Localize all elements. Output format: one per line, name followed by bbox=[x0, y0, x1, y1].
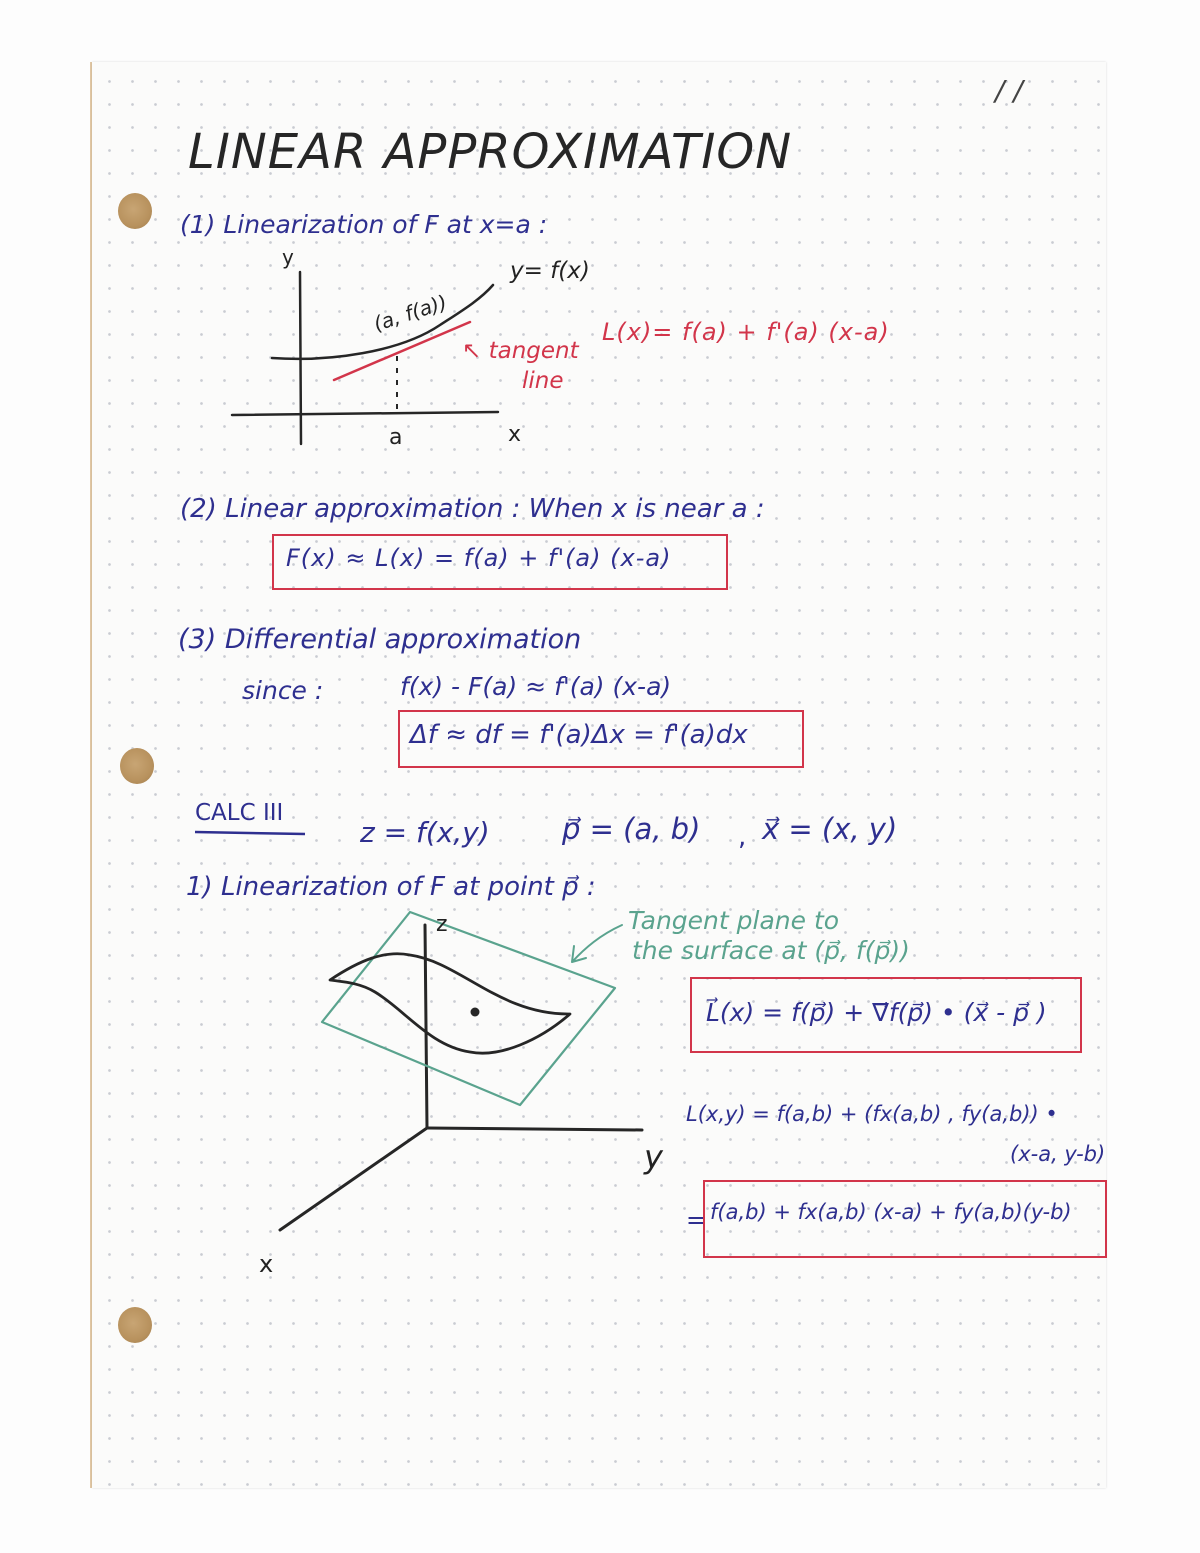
expanded-formula-line1: L(x,y) = f(a,b) + (fx(a,b) , fy(a,b)) • bbox=[686, 1102, 1058, 1126]
section2-boxed-formula: F(x) ≈ L(x) = f(a) + f'(a) (x-a) bbox=[286, 544, 672, 572]
graph2-z-label: z bbox=[436, 912, 448, 937]
section3-boxed-formula: Δf ≈ df = f'(a)Δx = f'(a)dx bbox=[410, 720, 748, 750]
section1-heading: (1) Linearization of F at x=a : bbox=[180, 210, 548, 239]
graph1-a-tick: a bbox=[389, 425, 403, 450]
expanded-formula-line2: (x-a, y-b) bbox=[1010, 1142, 1106, 1166]
final-expanded-formula: f(a,b) + fx(a,b) (x-a) + fy(a,b)(y-b) bbox=[710, 1200, 1072, 1224]
calc3-label: CALC III bbox=[195, 800, 284, 826]
date-marks: / / bbox=[995, 74, 1023, 107]
plane-note-line2: the surface at (p⃗, f(p⃗)) bbox=[632, 936, 910, 965]
graph1-curve-label: y= f(x) bbox=[510, 258, 590, 284]
graph1-y-label: y bbox=[282, 245, 294, 269]
graph1-x-label: x bbox=[508, 422, 522, 447]
calc3-comma: , bbox=[738, 822, 747, 852]
vector-linearization-formula: L⃗(x) = f(p⃗) + ∇⃗f(p⃗) • (x⃗ - p⃗ ) bbox=[706, 998, 1047, 1027]
section3-heading: (3) Differential approximation bbox=[178, 624, 582, 655]
graph1-tangent-label: ↖ tangent bbox=[462, 338, 579, 364]
graph2-axes bbox=[280, 925, 642, 1230]
page-title: LINEAR APPROXIMATION bbox=[188, 124, 793, 180]
section3-since-label: since : bbox=[242, 676, 324, 705]
graph1-point-label: (a, f(a)) bbox=[370, 289, 450, 336]
section1-number-heading bbox=[180, 210, 547, 239]
plane-note-line1: Tangent plane to bbox=[628, 906, 840, 935]
graph2-x-label: x bbox=[259, 1250, 274, 1278]
calc3-heading: 1) Linearization of F at point p⃗ : bbox=[186, 872, 596, 902]
calc3-x-definition: x⃗ = (x, y) bbox=[762, 812, 898, 846]
surface-point bbox=[471, 1008, 480, 1017]
calc3-p-definition: p⃗ = (a, b) bbox=[562, 812, 701, 846]
calc3-z-definition: z = f(x,y) bbox=[360, 816, 490, 849]
graph2-y-label: y bbox=[644, 1138, 663, 1176]
plane-note-arrow bbox=[572, 925, 622, 962]
final-equals-sign: = bbox=[686, 1206, 707, 1234]
section2-heading: (2) Linear approximation : When x is near a : bbox=[180, 494, 765, 524]
calc3-underline bbox=[195, 832, 305, 834]
graph1-tangent-line bbox=[334, 322, 470, 380]
tangent-plane bbox=[322, 912, 615, 1105]
graph1-tangent-label-line: line bbox=[522, 368, 564, 394]
section3-since-formula: f(x) - F(a) ≈ f'(a) (x-a) bbox=[400, 672, 672, 701]
section1-linearization-formula: L(x)= f(a) + f'(a) (x-a) bbox=[602, 318, 890, 346]
